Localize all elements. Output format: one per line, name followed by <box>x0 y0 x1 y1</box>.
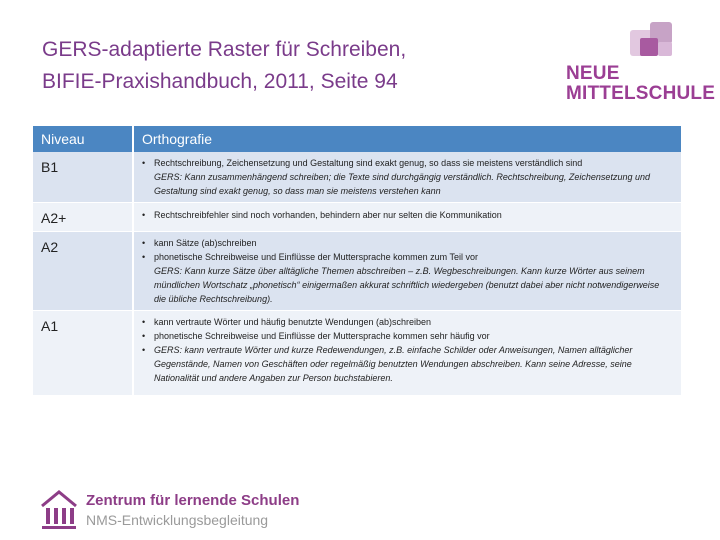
list-item: • GERS: kann vertraute Wörter und kurze Redewendungen, z.B. einfache Schilder oder Anweisungen, Namen alltäglicher Gegenstände, Namen von Geschäften oder regelmäßig benutzten Wendungen abschreiben. Kann seine Adresse, seine Nationalität und andere Angaben zur Person buchstabieren. <box>142 345 633 383</box>
description-cell <box>133 152 681 203</box>
bullet-icon: • <box>142 317 146 327</box>
description-cell <box>133 311 681 396</box>
level-cell: A1 <box>33 311 133 396</box>
header-orthografie: Orthografie <box>133 126 681 152</box>
description-cell <box>133 203 681 232</box>
level-cell: A2+ <box>33 203 133 232</box>
list-item: • kann Sätze (ab)schreiben <box>142 238 257 248</box>
table-row <box>33 232 681 311</box>
orthography-table <box>33 126 681 396</box>
bullet-icon: • <box>142 331 146 341</box>
list-item: • Rechtschreibfehler sind noch vorhanden, behindern aber nur selten die Kommunikation <box>142 210 502 220</box>
list-item: • Rechtschreibung, Zeichensetzung und Gestaltung sind exakt genug, so dass sie meistens verständlich sind <box>142 158 583 168</box>
brand-line-1: NEUE <box>566 63 620 84</box>
list-item: • kann vertraute Wörter und häufig benutzte Wendungen (ab)schreiben <box>142 317 432 327</box>
school-building-icon <box>38 488 80 532</box>
bullet-icon: • <box>142 252 146 262</box>
bullet-icon: • <box>142 210 146 220</box>
gers-note: GERS: Kann zusammenhängend schreiben; die Texte sind durchgängig verständlich. Rechtschreibung, Zeichensetzung und Gestaltung sind exakt genug, so dass man sie meistens verstehen kann <box>154 172 650 196</box>
bullet-icon: • <box>142 158 146 168</box>
footer-subtitle: NMS-Entwicklungsbegleitung <box>86 512 269 528</box>
bullet-icon: • <box>142 345 146 355</box>
title-line-1: GERS-adaptierte Raster für Schreiben, <box>42 38 407 61</box>
footer-title: Zentrum für lernende Schulen <box>86 492 300 509</box>
puzzle-logo-icon <box>566 20 716 66</box>
description-cell <box>133 232 681 311</box>
gers-note: GERS: Kann kurze Sätze über alltägliche Themen abschreiben – z.B. Wegbeschreibungen. Kann kurze Wörter aus seinem mündlichen Wortschatz „phonetisch“ einigermaßen akkurat schriftlich wiedergeben (benutzt dabei aber nicht notwendigerweise die übliche Rechtschreibung). <box>154 266 660 304</box>
slide-title <box>42 34 542 98</box>
bullet-icon: • <box>142 238 146 248</box>
brand-line-2: MITTELSCHULE <box>566 83 716 104</box>
table-row <box>33 311 681 396</box>
table-header-row <box>33 126 681 152</box>
neue-mittelschule-logo <box>566 20 716 110</box>
level-cell: B1 <box>33 152 133 203</box>
list-item: • phonetische Schreibweise und Einflüsse der Muttersprache kommen zum Teil vor <box>142 252 478 262</box>
list-item: • phonetische Schreibweise und Einflüsse der Muttersprache kommen sehr häufig vor <box>142 331 490 341</box>
level-cell: A2 <box>33 232 133 311</box>
header-niveau: Niveau <box>33 126 133 152</box>
table-row <box>33 203 681 232</box>
table-row <box>33 152 681 203</box>
title-line-2: BIFIE-Praxishandbuch, 2011, Seite 94 <box>42 70 398 93</box>
